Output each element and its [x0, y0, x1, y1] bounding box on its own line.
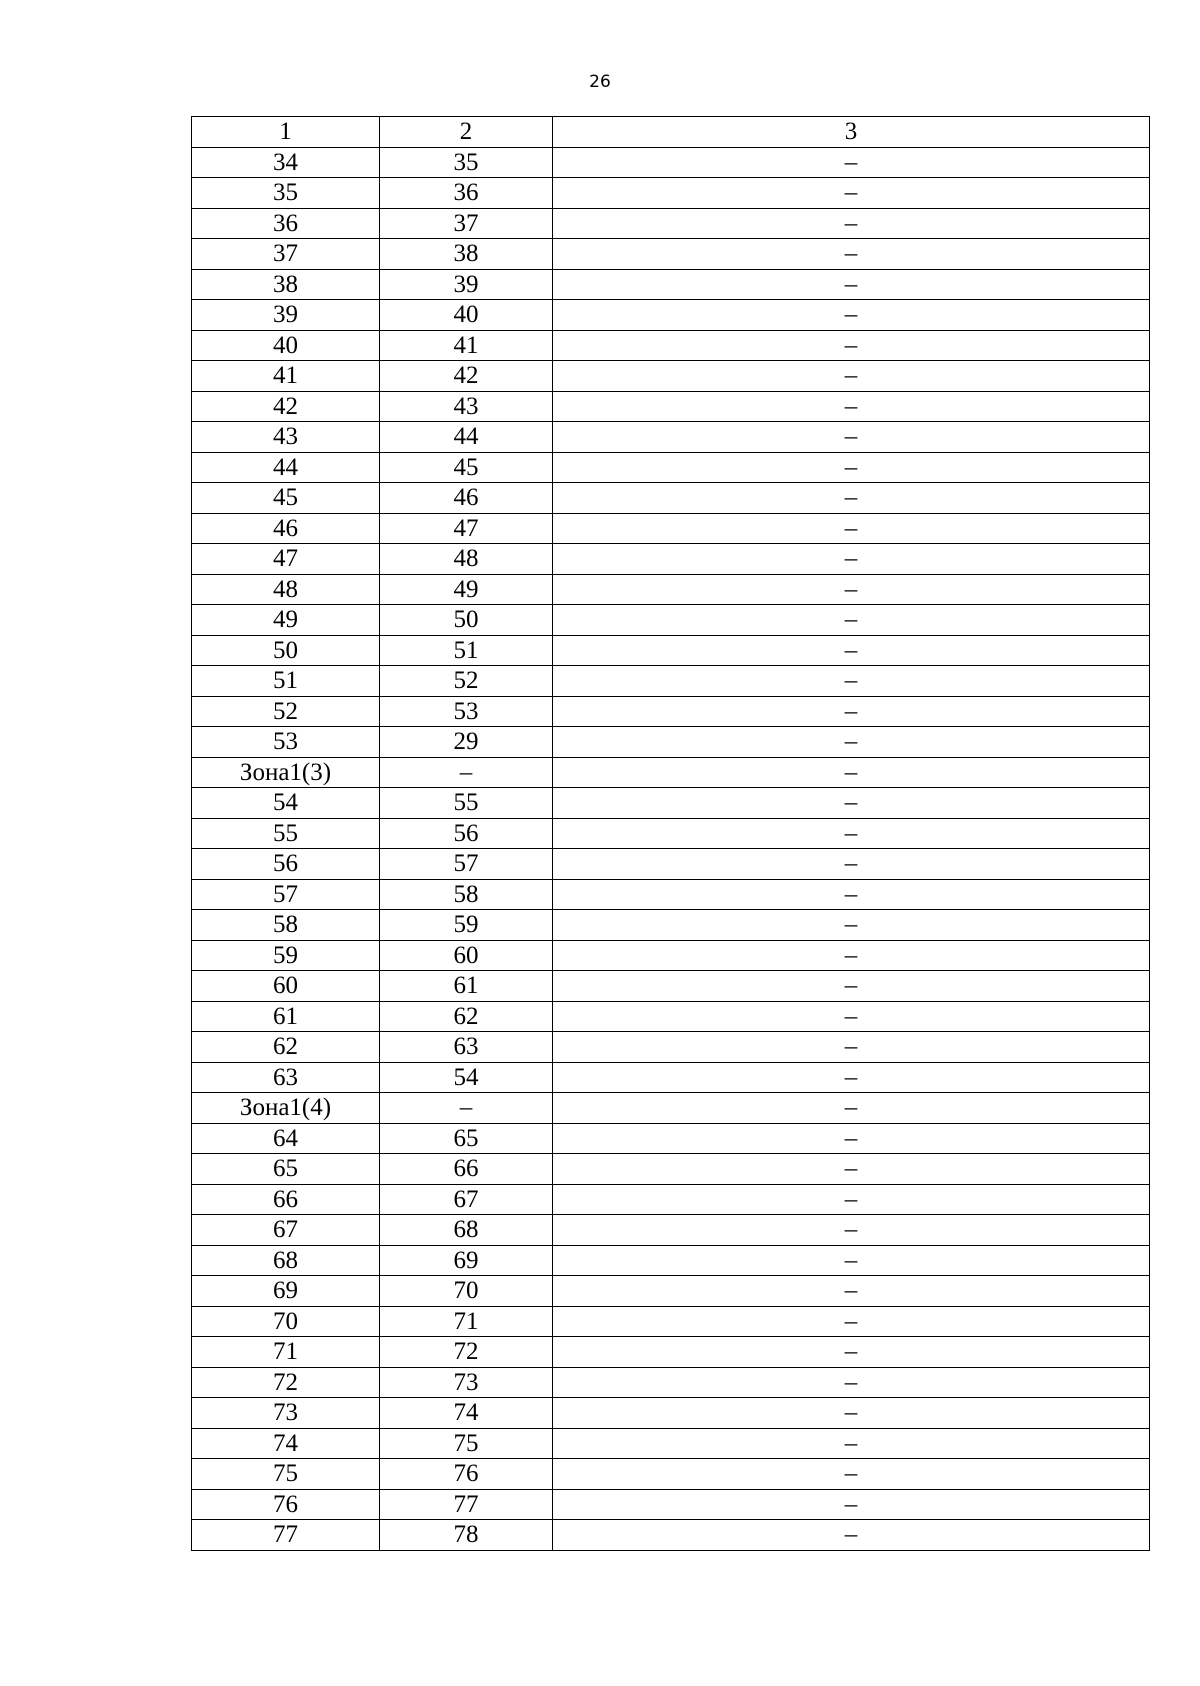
table-cell-col3: – — [553, 727, 1150, 758]
table-cell-col1: 71 — [192, 1337, 380, 1368]
table-cell-col3: – — [553, 1062, 1150, 1093]
table-row — [192, 269, 1150, 300]
table-row — [192, 1215, 1150, 1246]
table-cell-col2: 60 — [380, 940, 553, 971]
table-row — [192, 147, 1150, 178]
table-cell-col3: – — [553, 788, 1150, 819]
table-row — [192, 1367, 1150, 1398]
page-number: 26 — [589, 72, 611, 92]
table-cell-col1: 37 — [192, 239, 380, 270]
table-cell-col3: – — [553, 544, 1150, 575]
table-row — [192, 696, 1150, 727]
table-cell-col2: 29 — [380, 727, 553, 758]
table-body — [192, 147, 1150, 1550]
table-cell-col3: – — [553, 269, 1150, 300]
header-row — [192, 117, 1150, 148]
table-cell-col2: 56 — [380, 818, 553, 849]
table-cell-col3: – — [553, 605, 1150, 636]
table-cell-col3: – — [553, 1520, 1150, 1551]
table-cell-col2: 70 — [380, 1276, 553, 1307]
column-header-3: 3 — [553, 117, 1150, 148]
table-row — [192, 452, 1150, 483]
table-cell-col1: 58 — [192, 910, 380, 941]
table-cell-col2: 66 — [380, 1154, 553, 1185]
table-cell-col1: 48 — [192, 574, 380, 605]
table-row — [192, 513, 1150, 544]
table-row — [192, 330, 1150, 361]
table-cell-col3: – — [553, 178, 1150, 209]
table-row — [192, 1337, 1150, 1368]
table-cell-col1: 39 — [192, 300, 380, 331]
table-row — [192, 1093, 1150, 1124]
table-cell-col1: 52 — [192, 696, 380, 727]
table-cell-col2: 49 — [380, 574, 553, 605]
table-row — [192, 1001, 1150, 1032]
table-cell-col2: 47 — [380, 513, 553, 544]
table-cell-col2: 46 — [380, 483, 553, 514]
table-cell-col2: 48 — [380, 544, 553, 575]
table-cell-col3: – — [553, 1459, 1150, 1490]
table-row — [192, 1032, 1150, 1063]
table-cell-col3: – — [553, 422, 1150, 453]
table-cell-col2: 36 — [380, 178, 553, 209]
table-cell-col3: – — [553, 1184, 1150, 1215]
table-cell-col1: 54 — [192, 788, 380, 819]
table-cell-col1: 73 — [192, 1398, 380, 1429]
table-row — [192, 1184, 1150, 1215]
table-cell-col3: – — [553, 1306, 1150, 1337]
table-row — [192, 239, 1150, 270]
table-cell-col3: – — [553, 391, 1150, 422]
table-cell-col1: 66 — [192, 1184, 380, 1215]
table-cell-col2: 43 — [380, 391, 553, 422]
table-cell-col1: 36 — [192, 208, 380, 239]
table-cell-col2: 62 — [380, 1001, 553, 1032]
table-cell-col3: – — [553, 666, 1150, 697]
table-row — [192, 178, 1150, 209]
table-row — [192, 391, 1150, 422]
table-cell-col2: – — [380, 757, 553, 788]
table-row — [192, 544, 1150, 575]
table-row — [192, 727, 1150, 758]
table-cell-col2: 65 — [380, 1123, 553, 1154]
table-cell-col2: 42 — [380, 361, 553, 392]
table-cell-col1: 44 — [192, 452, 380, 483]
table-cell-col1: 55 — [192, 818, 380, 849]
table-cell-col1: 38 — [192, 269, 380, 300]
column-header-2: 2 — [380, 117, 553, 148]
table-row — [192, 361, 1150, 392]
table-cell-col3: – — [553, 452, 1150, 483]
table-cell-col1: 57 — [192, 879, 380, 910]
table-cell-col1: 65 — [192, 1154, 380, 1185]
table-cell-col2: 76 — [380, 1459, 553, 1490]
table-cell-col1: 53 — [192, 727, 380, 758]
table-row — [192, 849, 1150, 880]
table-cell-col3: – — [553, 696, 1150, 727]
table-cell-col1: 74 — [192, 1428, 380, 1459]
table-cell-col2: 55 — [380, 788, 553, 819]
table-cell-col3: – — [553, 818, 1150, 849]
table-row — [192, 1520, 1150, 1551]
table-cell-col3: – — [553, 849, 1150, 880]
table-cell-col2: 68 — [380, 1215, 553, 1246]
table-cell-col3: – — [553, 574, 1150, 605]
table-cell-col3: – — [553, 940, 1150, 971]
table-cell-col2: 53 — [380, 696, 553, 727]
table-cell-col1: 67 — [192, 1215, 380, 1246]
table-cell-col3: – — [553, 483, 1150, 514]
table-cell-col3: – — [553, 1337, 1150, 1368]
table-cell-col2: 52 — [380, 666, 553, 697]
table-cell-col3: – — [553, 361, 1150, 392]
table-row — [192, 1489, 1150, 1520]
table-cell-col2: 72 — [380, 1337, 553, 1368]
table-cell-col3: – — [553, 239, 1150, 270]
table-cell-col3: – — [553, 1245, 1150, 1276]
table-row — [192, 1306, 1150, 1337]
table-cell-col1: 60 — [192, 971, 380, 1002]
table-cell-col2: 61 — [380, 971, 553, 1002]
table-cell-col1: 34 — [192, 147, 380, 178]
table-cell-col3: – — [553, 1428, 1150, 1459]
table-cell-col2: 75 — [380, 1428, 553, 1459]
table-cell-col3: – — [553, 330, 1150, 361]
table-cell-col1: 63 — [192, 1062, 380, 1093]
table-cell-col1: 42 — [192, 391, 380, 422]
table-cell-col2: 37 — [380, 208, 553, 239]
table-row — [192, 1245, 1150, 1276]
table-row — [192, 1154, 1150, 1185]
table-cell-col3: – — [553, 1093, 1150, 1124]
table-cell-col3: – — [553, 1001, 1150, 1032]
table-cell-col2: 74 — [380, 1398, 553, 1429]
table-row — [192, 666, 1150, 697]
table-cell-col1: 43 — [192, 422, 380, 453]
table-cell-col1: 62 — [192, 1032, 380, 1063]
table-row — [192, 574, 1150, 605]
table-cell-col2: 44 — [380, 422, 553, 453]
table-row — [192, 605, 1150, 636]
table-row — [192, 910, 1150, 941]
table-cell-col3: – — [553, 635, 1150, 666]
table-cell-col3: – — [553, 910, 1150, 941]
table-cell-col3: – — [553, 1398, 1150, 1429]
table-cell-col1: 35 — [192, 178, 380, 209]
table-cell-col1: 59 — [192, 940, 380, 971]
table-row — [192, 1276, 1150, 1307]
table-cell-col1: 56 — [192, 849, 380, 880]
table-row — [192, 971, 1150, 1002]
table-cell-col2: – — [380, 1093, 553, 1124]
table-row — [192, 300, 1150, 331]
table-cell-col1: 69 — [192, 1276, 380, 1307]
table-cell-col3: – — [553, 1489, 1150, 1520]
table-cell-col1: 61 — [192, 1001, 380, 1032]
table-row — [192, 1459, 1150, 1490]
table-cell-col1: 51 — [192, 666, 380, 697]
table-row — [192, 635, 1150, 666]
table-cell-col2: 39 — [380, 269, 553, 300]
table-cell-col1: Зона1(3) — [192, 757, 380, 788]
table-cell-col3: – — [553, 1215, 1150, 1246]
table-row — [192, 1428, 1150, 1459]
table-row — [192, 940, 1150, 971]
table-cell-col1: 47 — [192, 544, 380, 575]
column-header-1: 1 — [192, 117, 380, 148]
table-cell-col1: 72 — [192, 1367, 380, 1398]
table-cell-col1: 46 — [192, 513, 380, 544]
table-cell-col1: 70 — [192, 1306, 380, 1337]
table-cell-col2: 77 — [380, 1489, 553, 1520]
table-row — [192, 879, 1150, 910]
table-row — [192, 208, 1150, 239]
table-cell-col3: – — [553, 147, 1150, 178]
table-cell-col2: 35 — [380, 147, 553, 178]
table-cell-col3: – — [553, 513, 1150, 544]
table-cell-col1: 77 — [192, 1520, 380, 1551]
table-cell-col2: 59 — [380, 910, 553, 941]
table-cell-col2: 58 — [380, 879, 553, 910]
table-cell-col2: 57 — [380, 849, 553, 880]
table-cell-col1: 76 — [192, 1489, 380, 1520]
table-row — [192, 1062, 1150, 1093]
table-cell-col3: – — [553, 757, 1150, 788]
table-cell-col2: 45 — [380, 452, 553, 483]
table-cell-col1: 49 — [192, 605, 380, 636]
table-cell-col2: 51 — [380, 635, 553, 666]
table-cell-col2: 73 — [380, 1367, 553, 1398]
table-row — [192, 1398, 1150, 1429]
table-cell-col3: – — [553, 1154, 1150, 1185]
table-cell-col1: 40 — [192, 330, 380, 361]
table-cell-col2: 63 — [380, 1032, 553, 1063]
table-row — [192, 788, 1150, 819]
table-cell-col3: – — [553, 208, 1150, 239]
table-cell-col2: 67 — [380, 1184, 553, 1215]
table-cell-col1: 75 — [192, 1459, 380, 1490]
table-header — [192, 117, 1150, 148]
table-cell-col3: – — [553, 879, 1150, 910]
table-row — [192, 1123, 1150, 1154]
table-cell-col2: 40 — [380, 300, 553, 331]
table-cell-col2: 54 — [380, 1062, 553, 1093]
table-cell-col1: 45 — [192, 483, 380, 514]
data-table — [191, 116, 1150, 1551]
table-cell-col3: – — [553, 1123, 1150, 1154]
table-cell-col1: 64 — [192, 1123, 380, 1154]
table-cell-col1: Зона1(4) — [192, 1093, 380, 1124]
table-cell-col3: – — [553, 1367, 1150, 1398]
table-cell-col3: – — [553, 1032, 1150, 1063]
table-cell-col1: 50 — [192, 635, 380, 666]
table-cell-col2: 69 — [380, 1245, 553, 1276]
table-cell-col2: 38 — [380, 239, 553, 270]
table-row — [192, 483, 1150, 514]
table-row — [192, 422, 1150, 453]
table-cell-col2: 41 — [380, 330, 553, 361]
table-cell-col1: 41 — [192, 361, 380, 392]
table-row — [192, 818, 1150, 849]
table-cell-col3: – — [553, 300, 1150, 331]
table-cell-col2: 78 — [380, 1520, 553, 1551]
table-cell-col1: 68 — [192, 1245, 380, 1276]
table-cell-col3: – — [553, 971, 1150, 1002]
table-cell-col3: – — [553, 1276, 1150, 1307]
table-row — [192, 757, 1150, 788]
table-cell-col2: 71 — [380, 1306, 553, 1337]
table-cell-col2: 50 — [380, 605, 553, 636]
